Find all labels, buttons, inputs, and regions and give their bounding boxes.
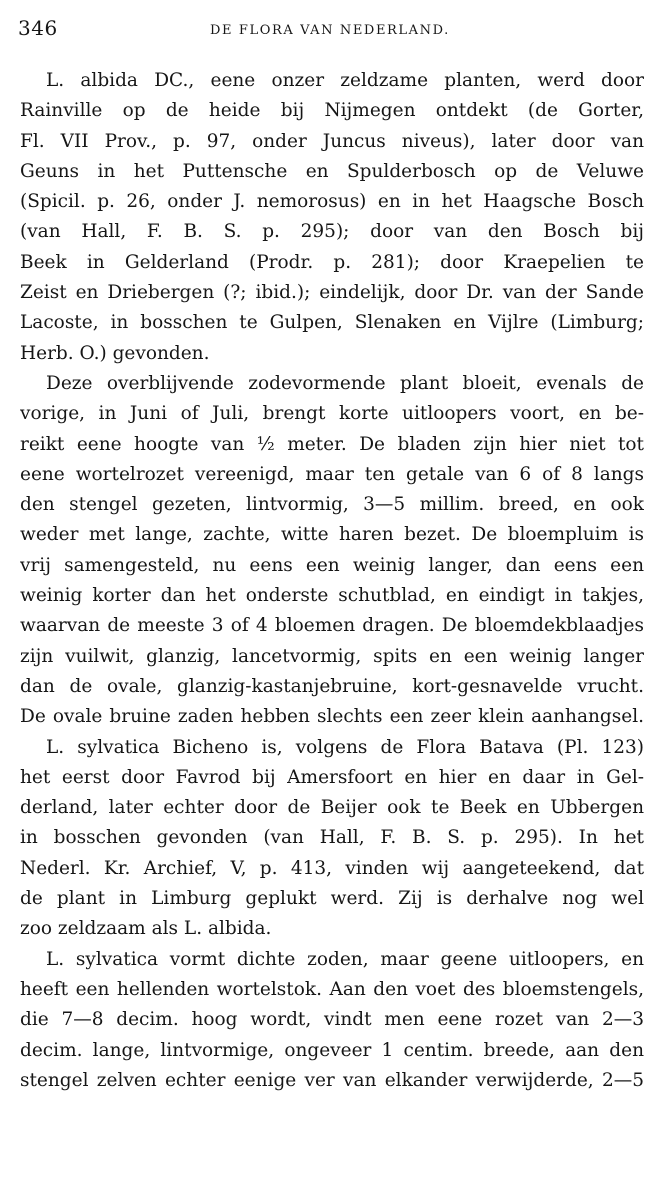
- text-line: (Spicil. p. 26, onder J. nemorosus) en in het Haagsche Bosch: [20, 191, 644, 213]
- text-line: Geuns in het Puttensche en Spulderbosch op de Veluwe: [20, 160, 644, 182]
- text-line: L. albida DC., eene onzer zeldzame planten, werd door: [46, 70, 644, 91]
- text-line: eene wortelrozet vereenigd, maar ten getale van 6 of 8 langs: [20, 463, 644, 485]
- text-line: het eerst door Favrod bij Amersfoort en hier en daar in Gel-: [20, 766, 644, 788]
- text-line: die 7—8 decim. hoog wordt, vindt men eene rozet van 2—3: [20, 1009, 644, 1031]
- text-line: (van Hall, F. B. S. p. 295); door van den Bosch bij: [20, 221, 644, 243]
- text-line: Herb. O.) gevonden.: [20, 342, 210, 364]
- text-line: in bosschen gevonden (van Hall, F. B. S. p. 295). In het: [20, 827, 644, 849]
- text-line: vorige, in Juni of Juli, brengt korte uitloopers voort, en be-: [20, 403, 644, 425]
- body-text: [20, 66, 644, 1096]
- text-line: zijn vuilwit, glanzig, lancetvormig, spits en een weinig langer: [20, 645, 644, 667]
- text-line: derland, later echter door de Beijer ook te Beek en Ubbergen: [20, 797, 644, 819]
- text-line: zoo zeldzaam als L. albida.: [20, 918, 272, 940]
- text-line: stengel zelven echter eenige ver van elkander verwijderde, 2—5: [20, 1069, 644, 1091]
- text-line: weinig korter dan het onderste schutblad, en eindigt in takjes,: [20, 585, 644, 607]
- text-line: Lacoste, in bosschen te Gulpen, Slenaken en Vijlre (Limburg;: [20, 312, 644, 334]
- text-line: dan de ovale, glanzig-kastanjebruine, kort-gesnavelde vrucht.: [20, 675, 644, 697]
- text-line: den stengel gezeten, lintvormig, 3—5 millim. breed, en ook: [20, 494, 644, 516]
- text-line: Beek in Gelderland (Prodr. p. 281); door Kraepelien te: [20, 251, 644, 273]
- text-line: decim. lange, lintvormige, ongeveer 1 centim. breede, aan den: [20, 1039, 644, 1061]
- text-line: Rainville op de heide bij Nijmegen ontdekt (de Gorter,: [20, 100, 644, 122]
- text-line: Deze overblijvende zodevormende plant bloeit, evenals de: [46, 372, 644, 394]
- text-line: waarvan de meeste 3 of 4 bloemen dragen. De bloemdekblaadjes: [20, 615, 644, 637]
- text-line: Zeist en Driebergen (?; ibid.); eindelijk, door Dr. van der Sande: [20, 282, 644, 304]
- text-line: L. sylvatica Bicheno is, volgens de Flora Batava (Pl. 123): [46, 736, 644, 758]
- text-line: L. sylvatica vormt dichte zoden, maar geene uitloopers, en: [46, 948, 644, 970]
- text-line: Fl. VII Prov., p. 97, onder Juncus niveus), later door van: [20, 130, 644, 152]
- text-line: De ovale bruine zaden hebben slechts een zeer klein aanhangsel.: [20, 706, 644, 728]
- running-title: DE FLORA VAN NEDERLAND.: [210, 23, 450, 38]
- text-line: Nederl. Kr. Archief, V, p. 413, vinden wij aangeteekend, dat: [20, 857, 644, 879]
- text-line: de plant in Limburg geplukt werd. Zij is derhalve nog wel: [20, 888, 644, 910]
- text-line: vrij samengesteld, nu eens een weinig langer, dan eens een: [20, 554, 644, 576]
- text-line: reikt eene hoogte van ½ meter. De bladen zijn hier niet tot: [20, 433, 644, 455]
- page-number: 346: [18, 16, 58, 40]
- text-line: weder met lange, zachte, witte haren bezet. De bloempluim is: [20, 524, 644, 546]
- text-line: heeft een hellenden wortelstok. Aan den voet des bloemstengels,: [20, 978, 644, 1000]
